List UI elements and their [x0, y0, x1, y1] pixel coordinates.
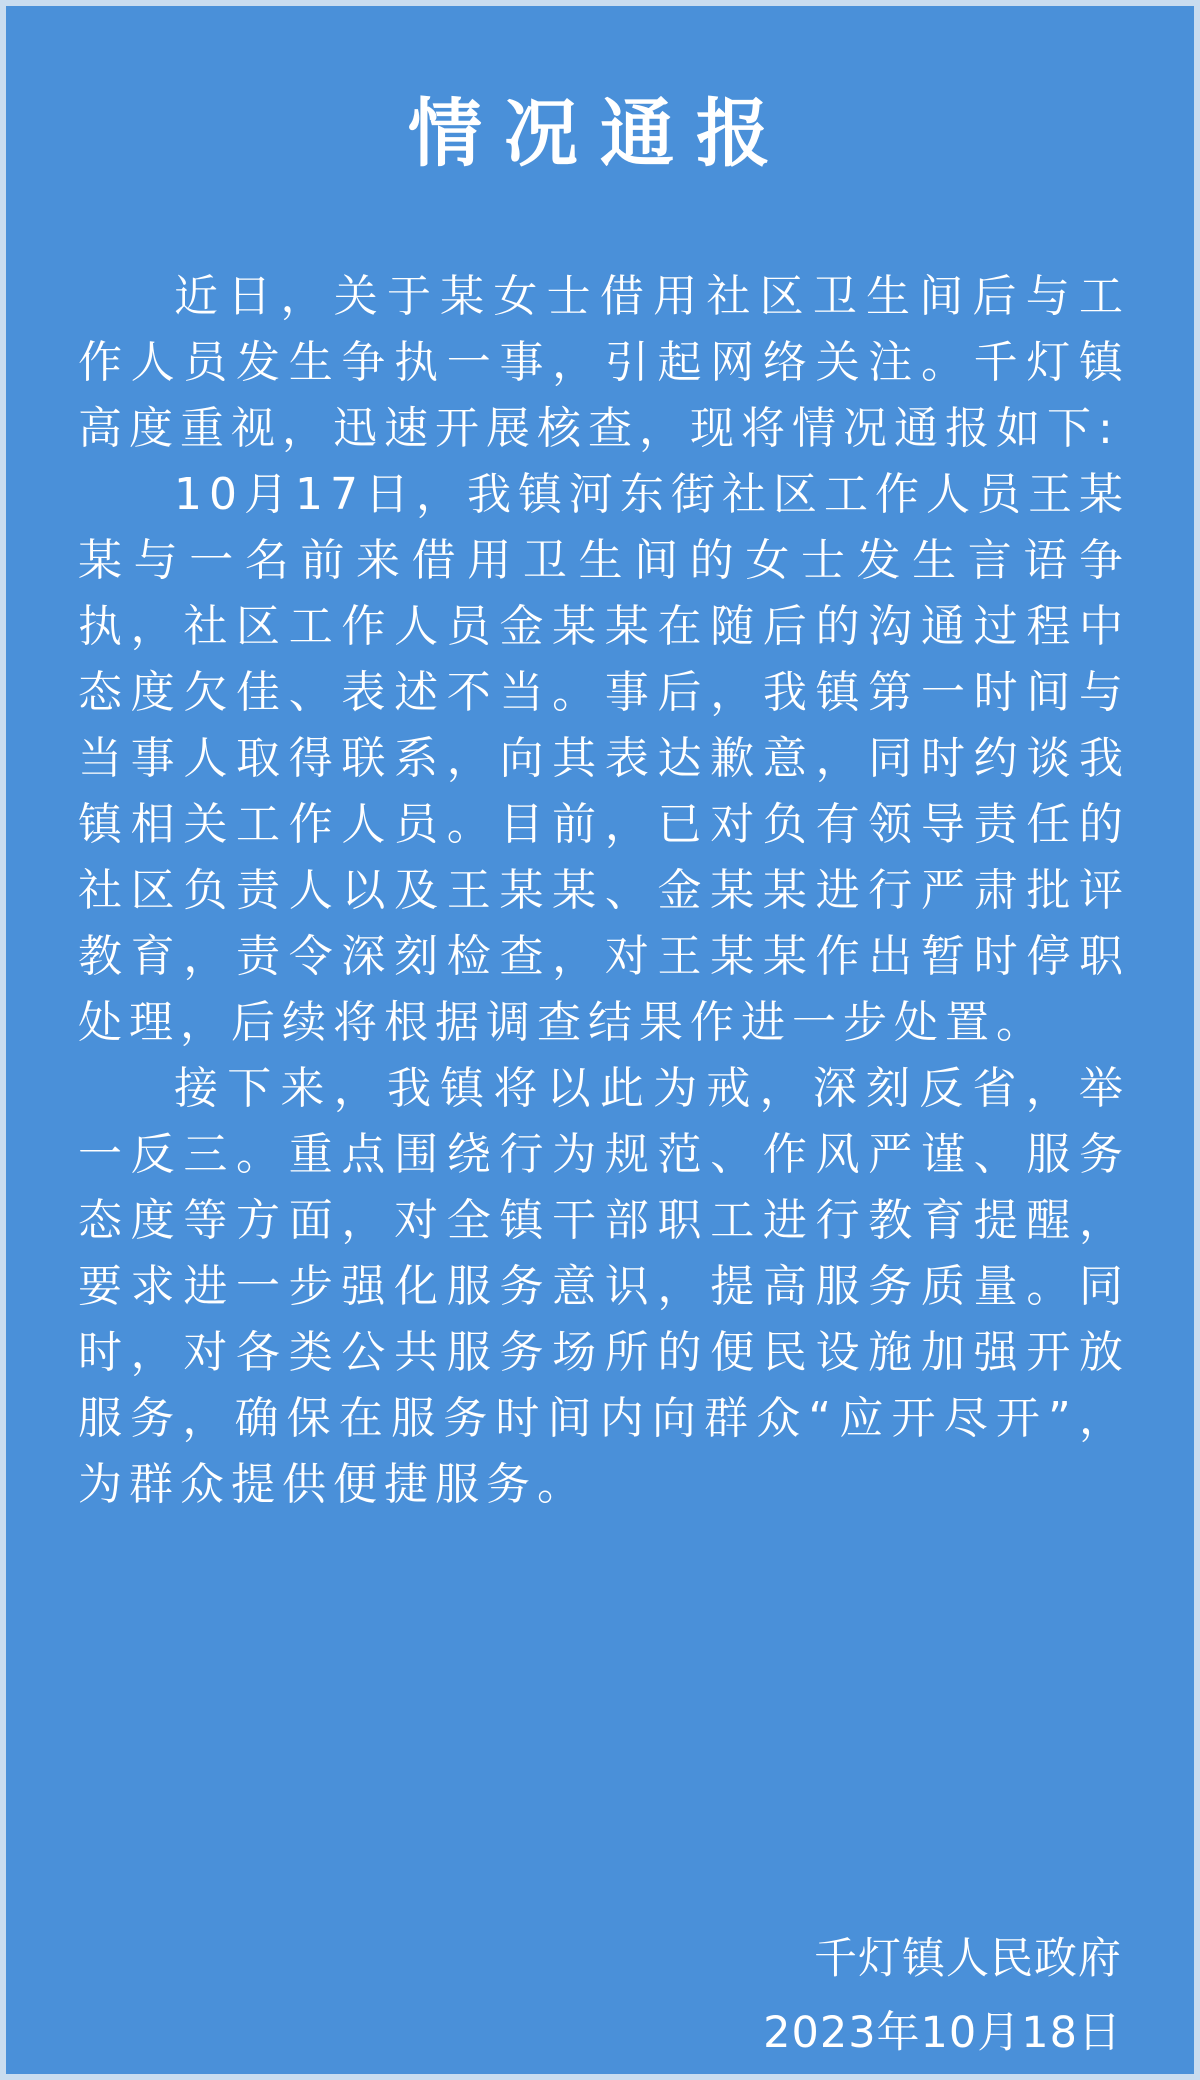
paragraph-incident: 10月17日，我镇河东街社区工作人员王某某与一名前来借用卫生间的女士发生言语争执，社区工作人员金某某在随后的沟通过程中态度欠佳、表述不当。事后，我镇第一时间与当事人取得联系，向其表达歉意，同时约谈我镇相关工作人员。目前，已对负有领导责任的社区负责人以及王某某、金某某进行严肃批评教育，责令深刻检查，对王某某作出暂时停职处理，后续将根据调查结果作进一步处置。	[78, 469, 1130, 1048]
document-title: 情况通报	[408, 91, 792, 177]
issue-date: 2023年10月18日	[763, 2008, 1122, 2058]
paragraph-intro: 近日，关于某女士借用社区卫生间后与工作人员发生争执一事，引起网络关注。千灯镇高度重视，迅速开展核查，现将情况通报如下:	[78, 271, 1130, 454]
document-body	[78, 264, 1130, 1518]
signature-block	[763, 1922, 1122, 2070]
paragraph-measures: 接下来，我镇将以此为戒，深刻反省，举一反三。重点围绕行为规范、作风严谨、服务态度等方面，对全镇干部职工进行教育提醒，要求进一步强化服务意识，提高服务质量。同时，对各类公共服务场所的便民设施加强开放服务，确保在服务时间内向群众“应开尽开”，为群众提供便捷服务。	[78, 1063, 1130, 1510]
issuer-name: 千灯镇人民政府	[814, 1934, 1122, 1984]
